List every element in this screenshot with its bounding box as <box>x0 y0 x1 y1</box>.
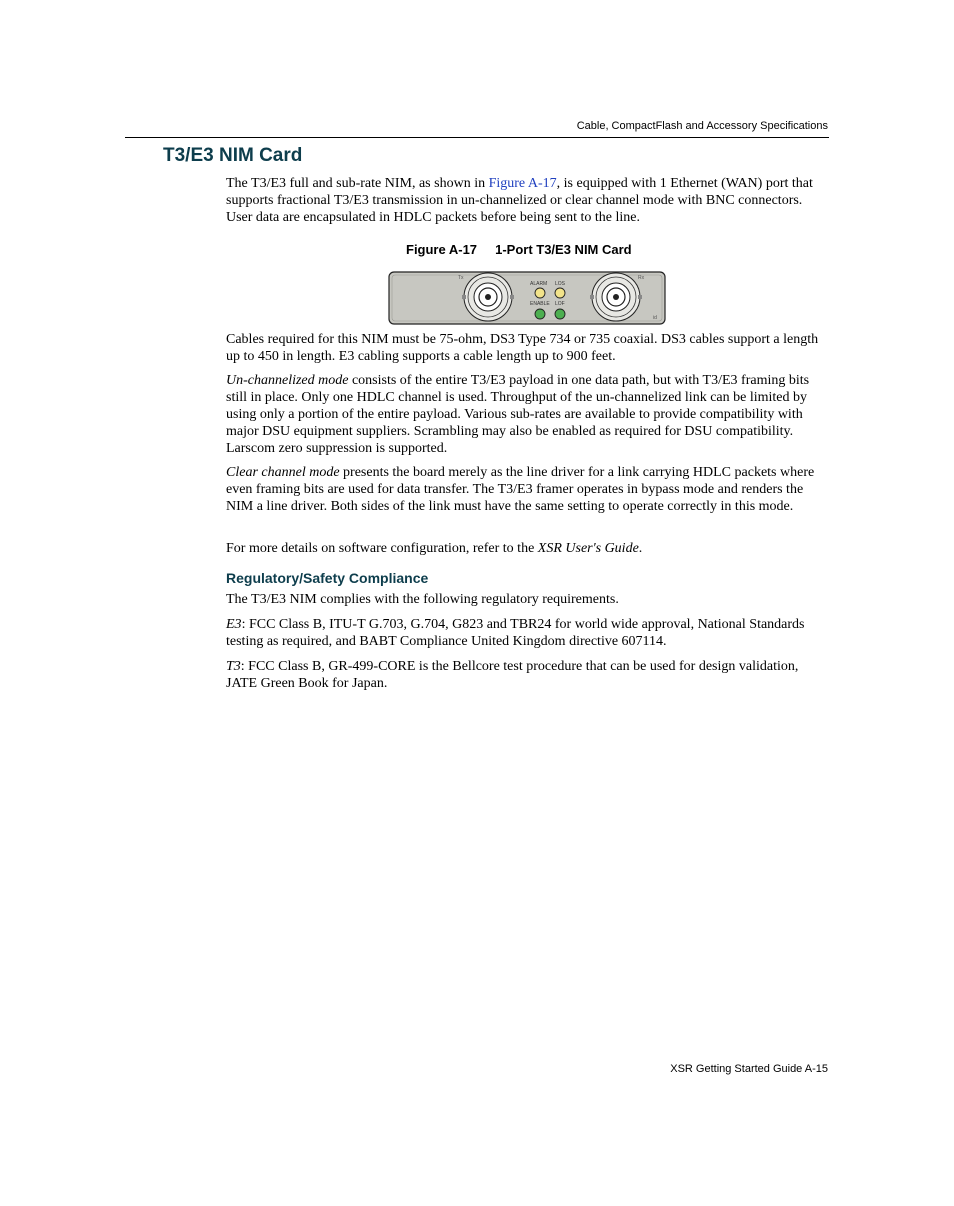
unchannelized-text: consists of the entire T3/E3 payload in one data path, but with T3/E3 framing bits still in place. Only one HDLC channel is used. Throughput of the un-channelized link can be limited by using only a portion of the entire payload. Various sub-rates are available to provide compatibility with major DSU equipment suppliers. Scrambling may also be enabled as required for DSU compatibility. Larscom zero suppression is supported. <box>226 373 810 456</box>
tx-bnc-lug-right <box>510 295 514 299</box>
figure-a17-link[interactable]: Figure A-17 <box>488 176 557 191</box>
regulatory-intro: The T3/E3 NIM complies with the following regulatory requirements. <box>226 592 619 607</box>
details-after: . <box>638 541 643 556</box>
alarm-led <box>535 288 545 298</box>
xsr-users-guide-title: XSR User's Guide <box>537 541 639 556</box>
rx-label: Rx <box>638 275 645 281</box>
tx-bnc-lug-left <box>462 295 466 299</box>
t3e3-nim-card-figure <box>388 271 666 325</box>
clear-channel-paragraph <box>226 464 829 515</box>
e3-paragraph <box>226 616 829 650</box>
section-title: T3/E3 NIM Card <box>163 145 303 166</box>
unchannelized-term: Un-channelized mode <box>226 373 349 388</box>
enable-led <box>535 309 545 319</box>
alarm-label: ALARM <box>530 281 548 287</box>
e3-term: E3 <box>226 617 242 632</box>
rx-bnc-lug-right <box>638 295 642 299</box>
figure-caption: Figure A-17 1-Port T3/E3 NIM Card <box>406 242 632 257</box>
t3-paragraph <box>226 658 829 692</box>
los-label: LOS <box>555 281 566 287</box>
enable-label: ENABLE <box>530 301 550 307</box>
clear-channel-text: presents the board merely as the line driver for a link carrying HDLC packets where even framing bits are used for data transfer. The T3/E3 framer operates in bypass mode and renders the NIM a line driver. Both sides of the link must have the same setting to operate correctly in this mode. <box>226 465 815 514</box>
regulatory-subtitle: Regulatory/Safety Compliance <box>226 570 429 586</box>
clear-channel-term: Clear channel mode <box>226 465 340 480</box>
rx-bnc-pin <box>613 294 619 300</box>
intro-text-after: , is equipped with 1 Ethernet (WAN) port that supports fractional T3/E3 transmission in un-channelized or clear channel mode with BNC connectors. User data are encapsulated in HDLC packets before being sent to the line. <box>226 176 813 225</box>
los-led <box>555 288 565 298</box>
tx-bnc-pin <box>485 294 491 300</box>
running-head: Cable, CompactFlash and Accessory Specifications <box>576 120 828 132</box>
page-footer: XSR Getting Started Guide A-15 <box>670 1063 828 1075</box>
tx-label: Tx <box>458 275 464 281</box>
lof-led <box>555 309 565 319</box>
t3-term: T3 <box>226 659 241 674</box>
t3-text: : FCC Class B, GR-499-CORE is the Bellcore test procedure that can be used for design validation, JATE Green Book for Japan. <box>226 659 799 691</box>
header-rule <box>125 137 829 138</box>
intro-text-before: The T3/E3 full and sub-rate NIM, as shown in <box>226 176 489 191</box>
id-label: id <box>653 315 657 321</box>
cables-paragraph: Cables required for this NIM must be 75-ohm, DS3 Type 734 or 735 coaxial. DS3 cables support a length up to 450 in length. E3 cabling supports a cable length up to 900 feet. <box>226 332 819 364</box>
lof-label: LOF <box>555 301 565 307</box>
unchannelized-paragraph <box>226 372 829 457</box>
intro-paragraph <box>226 175 829 226</box>
rx-bnc-lug-left <box>590 295 594 299</box>
e3-text: : FCC Class B, ITU-T G.703, G.704, G823 and TBR24 for world wide approval, National Standards testing as required, and BABT Compliance United Kingdom directive 607114. <box>226 617 805 649</box>
details-paragraph <box>226 540 829 557</box>
details-before: For more details on software configuration, refer to the <box>226 541 538 556</box>
